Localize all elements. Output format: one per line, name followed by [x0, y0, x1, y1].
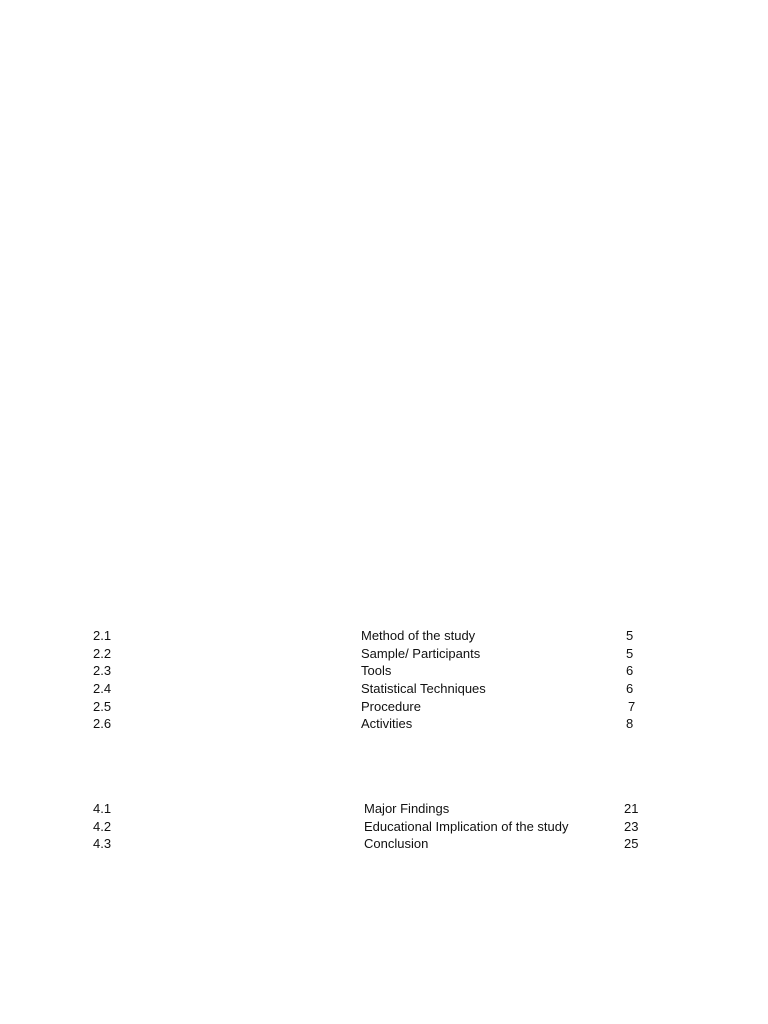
toc-section-title: Activities — [361, 716, 413, 732]
toc-section-chapter-4 — [93, 800, 653, 853]
toc-page-number: 5 — [626, 645, 634, 661]
toc-section-number: 4.2 — [93, 818, 112, 834]
toc-row — [93, 715, 653, 733]
toc-section-number: 4.1 — [93, 801, 112, 816]
toc-section-title: Method of the study — [361, 628, 476, 643]
toc-section-title: Educational Implication of the study — [364, 818, 569, 834]
toc-page-number: 5 — [626, 628, 634, 643]
toc-section-chapter-2 — [93, 627, 653, 733]
toc-section-number: 2.1 — [93, 628, 112, 643]
toc-row — [93, 800, 653, 818]
toc-section-title: Tools — [361, 663, 392, 679]
toc-section-number: 2.2 — [93, 645, 112, 661]
toc-page-number: 23 — [624, 818, 639, 834]
toc-row — [93, 662, 653, 680]
toc-row — [93, 698, 653, 716]
toc-row — [93, 645, 653, 663]
toc-section-number: 2.4 — [93, 681, 112, 697]
toc-section-number: 4.3 — [93, 836, 112, 852]
toc-row — [93, 818, 653, 836]
toc-section-number: 2.5 — [93, 698, 112, 714]
toc-page-number: 7 — [628, 698, 636, 714]
toc-row — [93, 680, 653, 698]
toc-section-title: Major Findings — [364, 801, 450, 816]
toc-section-number: 2.3 — [93, 663, 112, 679]
toc-page-number: 25 — [624, 836, 639, 852]
toc-section-title: Conclusion — [364, 836, 429, 852]
toc-section-title: Procedure — [361, 698, 421, 714]
toc-row — [93, 627, 653, 645]
toc-section-title: Sample/ Participants — [361, 645, 481, 661]
toc-page-number: 21 — [624, 801, 639, 816]
toc-section-number: 2.6 — [93, 716, 112, 732]
toc-page-number: 6 — [626, 663, 634, 679]
toc-page-number: 8 — [626, 716, 634, 732]
toc-section-title: Statistical Techniques — [361, 681, 486, 697]
toc-page-number: 6 — [626, 681, 634, 697]
toc-row — [93, 835, 653, 853]
